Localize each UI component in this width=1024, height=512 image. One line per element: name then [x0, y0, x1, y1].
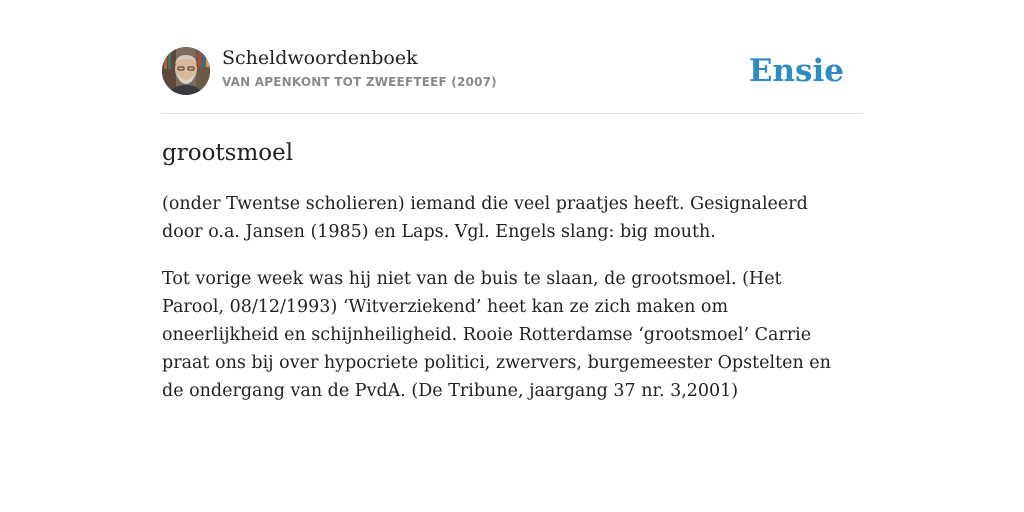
entry-header [162, 46, 862, 96]
source-subtitle: VAN APENKONT TOT ZWEEFTEEF (2007) [222, 75, 497, 89]
entry-term: grootsmoel [162, 140, 294, 166]
brand-logo[interactable]: Ensie [748, 53, 844, 89]
header-divider [162, 113, 862, 114]
citation-paragraph: Tot vorige week was hij niet van de buis te slaan, de grootsmoel. (Het Parool, 08/12/1993) ‘Witverziekend’ heet kan ze zich maken om oneerlijkheid en schijnheiligheid. Rooie Rotterdamse ‘grootsmoel’ Carrie praat ons bij over hypocriete politici, zwervers, burgemeester Opstelten en de ondergang van de PvdA. (De Tribune, jaargang 37 nr. 3,2001) [162, 269, 831, 401]
definition-paragraph: (onder Twentse scholieren) iemand die veel praatjes heeft. Gesignaleerd door o.a. Jansen (1985) en Laps. Vgl. Engels slang: big mouth. [162, 194, 808, 242]
source-title[interactable]: Scheldwoordenboek [222, 47, 418, 69]
entry-definition [162, 190, 842, 424]
author-portrait-icon[interactable] [162, 47, 210, 95]
